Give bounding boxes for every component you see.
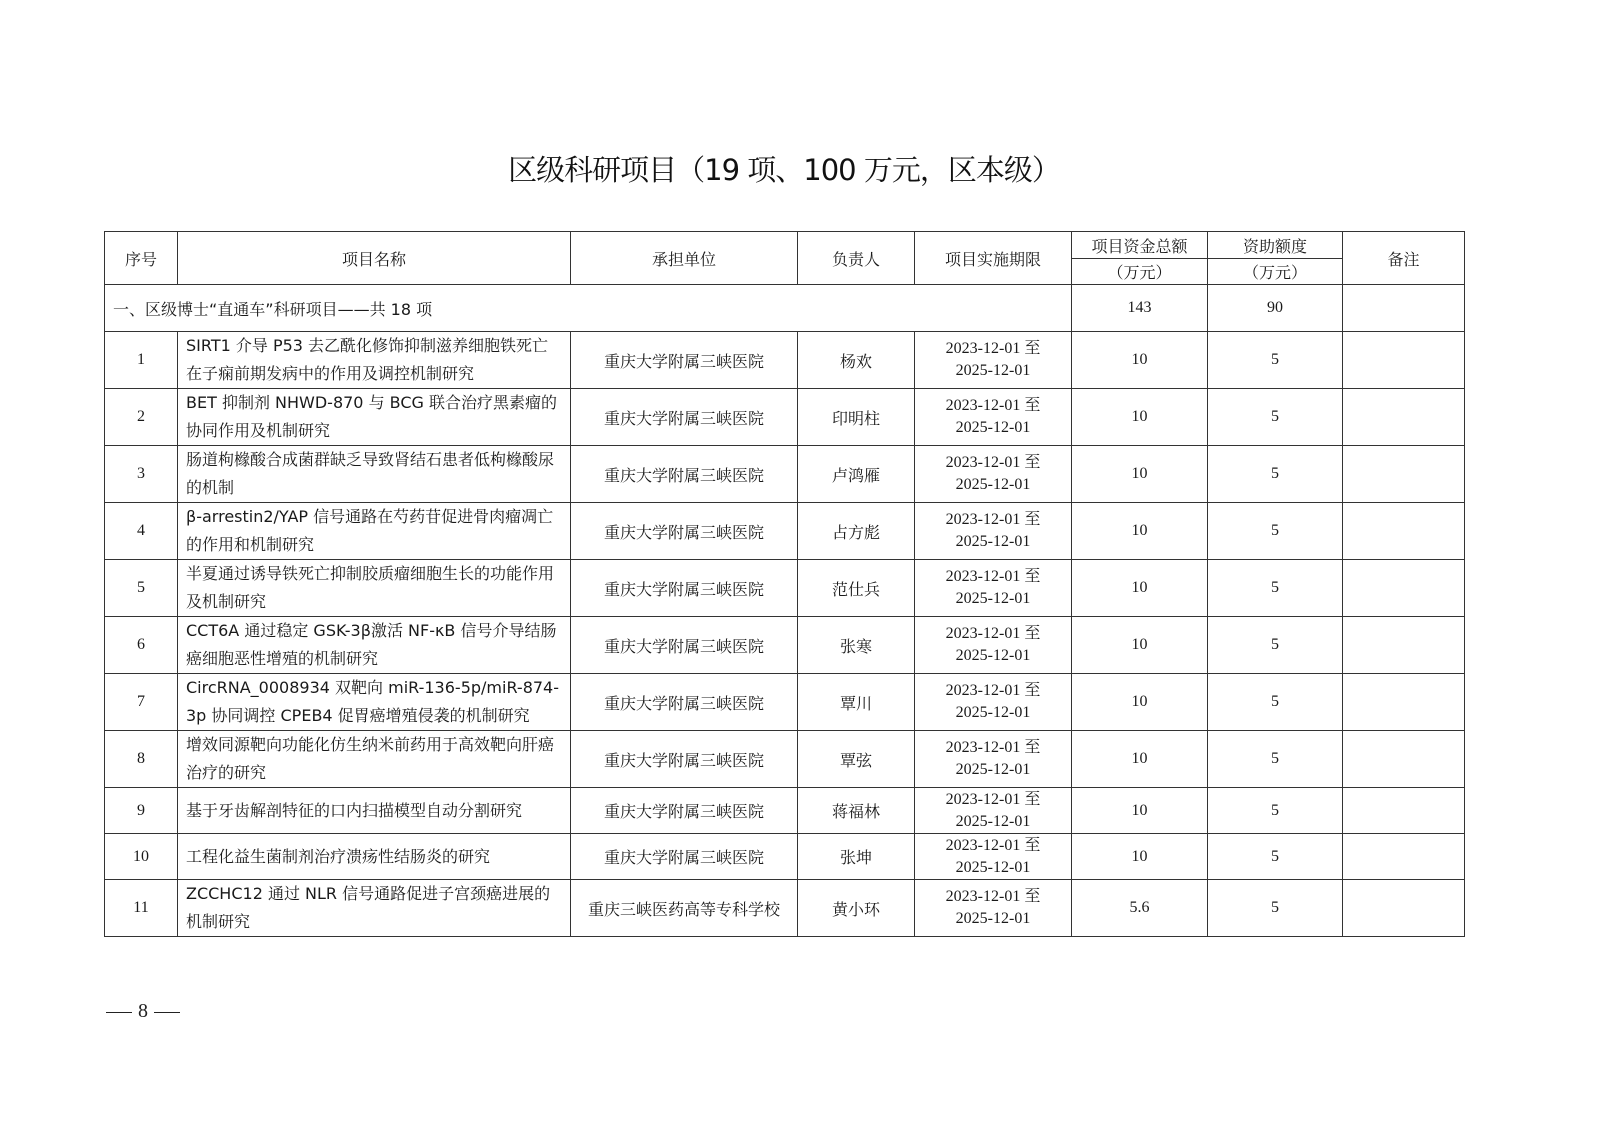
page-number-value: 8	[138, 1000, 148, 1022]
row-period-end: 2025-12-01	[955, 590, 1031, 607]
row-remarks	[1343, 332, 1465, 389]
table-row	[105, 332, 1465, 389]
row-remarks	[1343, 834, 1465, 880]
row-period	[915, 503, 1072, 560]
row-remarks	[1343, 446, 1465, 503]
row-total-fund: 10	[1072, 332, 1208, 389]
row-period	[915, 880, 1072, 937]
section-total-fund: 143	[1072, 285, 1208, 332]
row-index: 6	[105, 617, 178, 674]
row-project-name: ZCCHC12 通过 NLR 信号通路促进子宫颈癌进展的机制研究	[178, 880, 571, 937]
row-total-fund: 10	[1072, 617, 1208, 674]
row-project-name: 基于牙齿解剖特征的口内扫描模型自动分割研究	[178, 788, 571, 834]
row-project-name: SIRT1 介导 P53 去乙酰化修饰抑制滋养细胞铁死亡在子痫前期发病中的作用及调控机制研究	[178, 332, 571, 389]
row-unit: 重庆大学附属三峡医院	[571, 560, 798, 617]
row-period-start: 2023-12-01 至	[945, 836, 1041, 854]
row-index: 3	[105, 446, 178, 503]
row-period	[915, 446, 1072, 503]
header-total-fund: 项目资金总额	[1072, 232, 1208, 259]
row-period-end: 2025-12-01	[955, 704, 1031, 721]
row-grant: 5	[1208, 674, 1343, 731]
row-period	[915, 560, 1072, 617]
row-index: 8	[105, 731, 178, 788]
row-leader: 印明柱	[798, 389, 915, 446]
row-grant: 5	[1208, 834, 1343, 880]
section-label: 一、区级博士“直通车”科研项目——共 18 项	[105, 285, 1072, 332]
row-grant: 5	[1208, 503, 1343, 560]
row-leader: 杨欢	[798, 332, 915, 389]
row-grant: 5	[1208, 332, 1343, 389]
section-row	[105, 285, 1465, 332]
row-leader: 卢鸿雁	[798, 446, 915, 503]
row-leader: 范仕兵	[798, 560, 915, 617]
row-period-start: 2023-12-01 至	[945, 340, 1041, 357]
row-period-end: 2025-12-01	[955, 419, 1031, 436]
row-project-name: BET 抑制剂 NHWD-870 与 BCG 联合治疗黑素瘤的协同作用及机制研究	[178, 389, 571, 446]
row-period	[915, 674, 1072, 731]
row-unit: 重庆大学附属三峡医院	[571, 731, 798, 788]
row-period-start: 2023-12-01 至	[945, 511, 1041, 528]
row-total-fund: 10	[1072, 731, 1208, 788]
row-unit: 重庆大学附属三峡医院	[571, 617, 798, 674]
row-index: 1	[105, 332, 178, 389]
row-unit: 重庆大学附属三峡医院	[571, 503, 798, 560]
row-total-fund: 10	[1072, 503, 1208, 560]
row-unit: 重庆大学附属三峡医院	[571, 332, 798, 389]
row-index: 5	[105, 560, 178, 617]
row-total-fund: 10	[1072, 674, 1208, 731]
header-grant-unit: （万元）	[1208, 259, 1343, 285]
section-remarks	[1343, 285, 1465, 332]
row-grant: 5	[1208, 880, 1343, 937]
row-period	[915, 788, 1072, 834]
row-unit: 重庆大学附属三峡医院	[571, 788, 798, 834]
row-unit: 重庆大学附属三峡医院	[571, 834, 798, 880]
row-period-start: 2023-12-01 至	[945, 568, 1041, 585]
row-unit: 重庆大学附属三峡医院	[571, 446, 798, 503]
row-index: 11	[105, 880, 178, 937]
row-leader: 覃弦	[798, 731, 915, 788]
row-project-name: β-arrestin2/YAP 信号通路在芍药苷促进骨肉瘤凋亡的作用和机制研究	[178, 503, 571, 560]
row-period	[915, 731, 1072, 788]
row-project-name: CircRNA_0008934 双靶向 miR-136-5p/miR-874-3p 协同调控 CPEB4 促胃癌增殖侵袭的机制研究	[178, 674, 571, 731]
row-index: 4	[105, 503, 178, 560]
row-total-fund: 10	[1072, 446, 1208, 503]
row-period-start: 2023-12-01 至	[945, 790, 1041, 808]
row-index: 2	[105, 389, 178, 446]
row-period-start: 2023-12-01 至	[945, 397, 1041, 414]
table-row	[105, 788, 1465, 834]
table-row	[105, 503, 1465, 560]
row-unit: 重庆大学附属三峡医院	[571, 389, 798, 446]
row-grant: 5	[1208, 560, 1343, 617]
row-period-end: 2025-12-01	[955, 362, 1031, 379]
row-grant: 5	[1208, 446, 1343, 503]
row-period-start: 2023-12-01 至	[945, 625, 1041, 642]
row-project-name: CCT6A 通过稳定 GSK-3β激活 NF-κB 信号介导结肠癌细胞恶性增殖的机制研究	[178, 617, 571, 674]
table-row	[105, 389, 1465, 446]
row-period-end: 2025-12-01	[955, 647, 1031, 664]
row-total-fund: 10	[1072, 389, 1208, 446]
row-period	[915, 617, 1072, 674]
row-unit: 重庆三峡医药高等专科学校	[571, 880, 798, 937]
page-number	[100, 1000, 186, 1023]
row-period	[915, 332, 1072, 389]
row-leader: 张坤	[798, 834, 915, 880]
row-total-fund: 5.6	[1072, 880, 1208, 937]
row-remarks	[1343, 880, 1465, 937]
header-grant: 资助额度	[1208, 232, 1343, 259]
row-leader: 覃川	[798, 674, 915, 731]
row-period-end: 2025-12-01	[955, 858, 1031, 876]
header-remarks: 备注	[1343, 232, 1465, 285]
row-period-start: 2023-12-01 至	[945, 739, 1041, 756]
row-remarks	[1343, 503, 1465, 560]
projects-table	[104, 231, 1465, 937]
row-leader: 占方彪	[798, 503, 915, 560]
row-index: 10	[105, 834, 178, 880]
table-row	[105, 834, 1465, 880]
table-row	[105, 446, 1465, 503]
row-leader: 张寒	[798, 617, 915, 674]
page-number-dash-right	[154, 1012, 180, 1013]
row-project-name: 半夏通过诱导铁死亡抑制胶质瘤细胞生长的功能作用及机制研究	[178, 560, 571, 617]
row-project-name: 肠道枸橼酸合成菌群缺乏导致肾结石患者低枸橼酸尿的机制	[178, 446, 571, 503]
row-period-end: 2025-12-01	[955, 812, 1031, 830]
table-row	[105, 560, 1465, 617]
row-project-name: 增效同源靶向功能化仿生纳米前药用于高效靶向肝癌治疗的研究	[178, 731, 571, 788]
page-number-dash-left	[106, 1012, 132, 1013]
row-grant: 5	[1208, 731, 1343, 788]
header-project-name: 项目名称	[178, 232, 571, 285]
header-leader: 负责人	[798, 232, 915, 285]
row-period	[915, 834, 1072, 880]
row-period-end: 2025-12-01	[955, 533, 1031, 550]
row-period-start: 2023-12-01 至	[945, 888, 1041, 905]
section-grant: 90	[1208, 285, 1343, 332]
row-index: 7	[105, 674, 178, 731]
header-period: 项目实施期限	[915, 232, 1072, 285]
row-remarks	[1343, 674, 1465, 731]
row-leader: 黄小环	[798, 880, 915, 937]
header-unit: 承担单位	[571, 232, 798, 285]
row-total-fund: 10	[1072, 560, 1208, 617]
header-index: 序号	[105, 232, 178, 285]
row-remarks	[1343, 560, 1465, 617]
row-total-fund: 10	[1072, 788, 1208, 834]
row-remarks	[1343, 617, 1465, 674]
table-row	[105, 880, 1465, 937]
row-period	[915, 389, 1072, 446]
row-period-end: 2025-12-01	[955, 476, 1031, 493]
row-remarks	[1343, 788, 1465, 834]
row-grant: 5	[1208, 617, 1343, 674]
row-project-name: 工程化益生菌制剂治疗溃疡性结肠炎的研究	[178, 834, 571, 880]
row-period-end: 2025-12-01	[955, 910, 1031, 927]
row-remarks	[1343, 389, 1465, 446]
row-remarks	[1343, 731, 1465, 788]
row-grant: 5	[1208, 389, 1343, 446]
table-row	[105, 617, 1465, 674]
row-unit: 重庆大学附属三峡医院	[571, 674, 798, 731]
header-row	[105, 232, 1465, 259]
row-leader: 蒋福林	[798, 788, 915, 834]
table-row	[105, 731, 1465, 788]
table-row	[105, 674, 1465, 731]
page-title: 区级科研项目（19 项、100 万元，区本级）	[508, 153, 1060, 187]
row-period-start: 2023-12-01 至	[945, 454, 1041, 471]
header-total-fund-unit: （万元）	[1072, 259, 1208, 285]
row-total-fund: 10	[1072, 834, 1208, 880]
row-period-start: 2023-12-01 至	[945, 682, 1041, 699]
row-period-end: 2025-12-01	[955, 761, 1031, 778]
row-index: 9	[105, 788, 178, 834]
row-grant: 5	[1208, 788, 1343, 834]
